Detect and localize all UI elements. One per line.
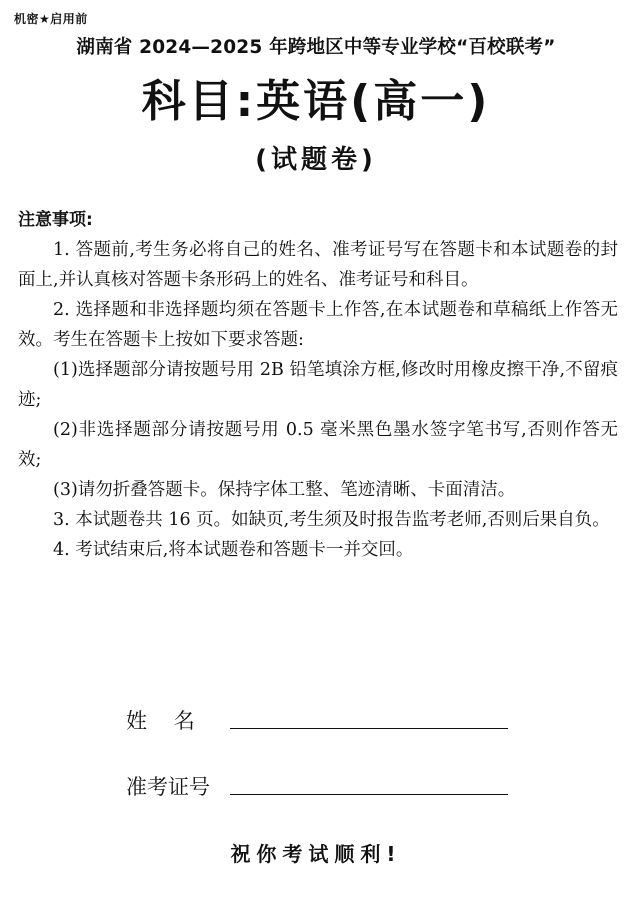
paper-type-label: (试题卷) (255, 145, 377, 175)
notice-section (18, 205, 618, 565)
notice-item: (1)选择题部分请按题号用 2B 铅笔填涂方框,修改时用橡皮擦干净,不留痕迹; (18, 360, 618, 410)
name-field-row (126, 695, 508, 735)
candidate-info-fields (126, 695, 508, 827)
notice-item: 3. 本试题卷共 16 页。如缺页,考生须及时报告监考老师,否则后果自负。 (53, 510, 610, 530)
exam-id-field-row (126, 761, 508, 801)
exam-id-field-label: 准考证号 (126, 775, 210, 799)
notice-title: 注意事项: (18, 210, 93, 230)
name-field-label: 姓 名 (126, 709, 195, 733)
notice-item: 4. 考试结束后,将本试题卷和答题卡一并交回。 (53, 540, 414, 560)
notice-item: (3)请勿折叠答题卡。保持字体工整、笔迹清晰、卡面清洁。 (53, 480, 516, 500)
subject-title: 科目:英语(高一) (141, 76, 491, 127)
notice-item: (2)非选择题部分请按题号用 0.5 毫米黑色墨水签字笔书写,否则作答无效; (18, 420, 618, 470)
confidential-mark: 机密★启用前 (14, 12, 88, 26)
name-field-blank[interactable] (230, 700, 508, 729)
notice-item: 2. 选择题和非选择题均须在答题卡上作答,在本试题卷和草稿纸上作答无效。考生在答题卡上按如下要求答题: (18, 300, 618, 350)
exam-header: 湖南省 2024—2025 年跨地区中等专业学校“百校联考” (76, 37, 556, 58)
blessing-text: 祝你考试顺利! (230, 842, 402, 866)
exam-id-field-blank[interactable] (230, 766, 508, 795)
notice-item: 1. 答题前,考生务必将自己的姓名、准考证号写在答题卡和本试题卷的封面上,并认真核对答题卡条形码上的姓名、准考证号和科目。 (18, 240, 618, 290)
